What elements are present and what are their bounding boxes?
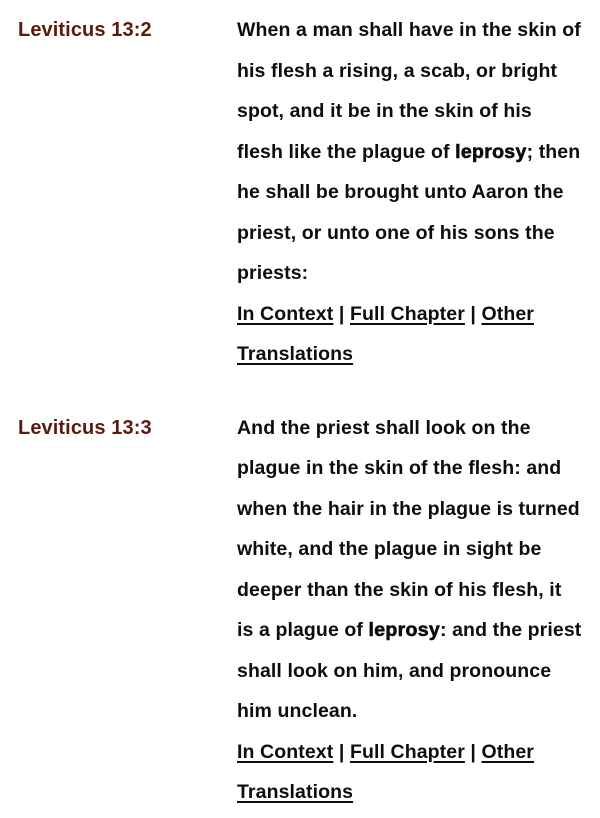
verse-reference-link[interactable]: Leviticus 13:3 — [18, 416, 152, 439]
in-context-link[interactable]: In Context — [237, 740, 334, 763]
link-separator: | — [464, 302, 482, 325]
search-results-list — [18, 10, 600, 813]
verse-text-before: When a man shall have in the skin of his flesh a rising, a scab, or bright spot, and it be in the skin of his flesh like the plague of — [237, 19, 581, 163]
verse-content-column — [237, 10, 583, 375]
link-separator: | — [333, 302, 350, 325]
verse-links — [237, 294, 583, 375]
verse-reference-column — [18, 408, 237, 449]
search-result-item — [18, 408, 600, 813]
full-chapter-link[interactable]: Full Chapter — [349, 302, 465, 325]
verse-text — [237, 10, 583, 294]
search-result-item — [18, 10, 600, 375]
link-separator: | — [333, 740, 350, 763]
in-context-link[interactable]: In Context — [237, 302, 334, 325]
verse-reference-link[interactable]: Leviticus 13:2 — [18, 19, 152, 41]
verse-text-after: ; then he shall be brought unto Aaron the priest, or unto one of his sons the priests: — [237, 140, 581, 284]
verse-reference-column — [18, 10, 237, 51]
verse-links — [237, 732, 583, 813]
highlighted-keyword: leprosy — [368, 619, 440, 641]
verse-text-after: : and the priest shall look on him, and pronounce him unclean. — [237, 619, 582, 722]
other-translations-link[interactable]: Other Translations — [237, 740, 534, 803]
verse-text-before: And the priest shall look on the plague in the skin of the flesh: and when the hair in the plague is turned white, and the plague in sight be deeper than the skin of his flesh, it is a plague of — [237, 416, 580, 641]
link-separator: | — [464, 740, 482, 763]
other-translations-link[interactable]: Other Translations — [237, 302, 534, 365]
highlighted-keyword: leprosy — [455, 140, 527, 163]
verse-content-column — [237, 408, 583, 813]
full-chapter-link[interactable]: Full Chapter — [349, 740, 465, 763]
verse-text — [237, 408, 583, 732]
